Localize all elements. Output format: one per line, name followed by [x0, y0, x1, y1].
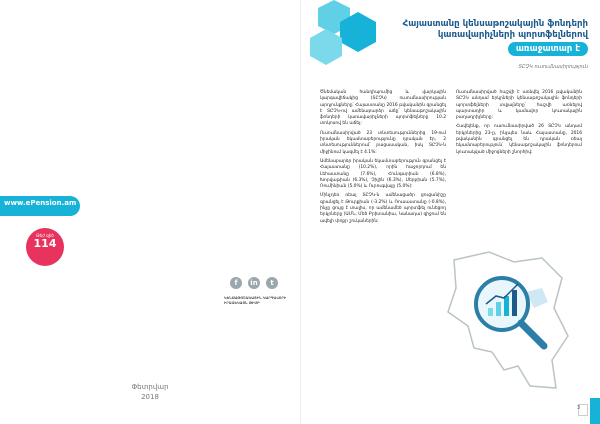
growth-bar [512, 290, 517, 316]
title-line-1: Հայաստանը կենսաթոշակային ֆոնդերի [402, 19, 588, 29]
text-column-1 [320, 90, 446, 228]
website-banner[interactable] [0, 196, 80, 216]
paragraph: Մինչդեռ ռեալ ՏԸՉԿ-ն ամենացածր ցուցանիշը գրանցել է Թուրքիան (-3.2%) և Ռուսաստանը (-0.8%), ինչը ցույց է տալիս, որ ամենամեծ պորտֆել ունեցող երկրները (ԱՄՆ, Մեծ Բրիտանիա, Կանադա) զիջում են ավելի փոքր շուկաներին: [320, 193, 446, 224]
date-year: 2018 [141, 393, 159, 401]
linkedin-icon[interactable]: in [248, 277, 260, 289]
website-link[interactable]: www.ePension.am [4, 199, 77, 207]
twitter-icon[interactable]: t [266, 277, 278, 289]
paragraph: Հավելենք, որ ուսումնասիրված 26 ՏԸՉԿ անդամ երկրներից 23-ը, ինչպես նաև Հայաստանը, 2016 թվականին գրանցել են դրական ռեալ եկամտաբերություն՝ կենսաթոշակային ֆոնդերում կուտակված միջոցների շնորհիվ: [456, 124, 582, 155]
hotline-number: 114 [33, 237, 57, 250]
growth-bar [496, 302, 501, 316]
growth-bar [504, 296, 509, 316]
hexagon-shape [310, 29, 342, 65]
paragraph: Ուսումնասիրված 23 տնտեսություններից 19-ում իրական եկամտաբերությունը դրական էր, 2 տնտեսություններում՝ բացասական, իսկ ՏԸՉԿ-ն միջինում կազմել է 4.1%: [320, 130, 446, 155]
page-tab-accent [590, 398, 600, 424]
organization-caption: ԿԵՆՍԱԹՈՇԱԿԱՅԻՆ ԿԱՐԳԱՎՈՐԻ ԻՐԱԶԵԿԱՅՆ ԹԻՄԲ [224, 296, 287, 305]
title-line-2: կառավարիչների պորտֆելներով [437, 30, 588, 40]
date-month: Փետրվար [131, 383, 169, 391]
page-subtitle: ՏԸՉԿ ուսումնասիրություն [518, 64, 588, 70]
hotline-badge [26, 228, 64, 266]
social-links [230, 277, 278, 289]
hotline-label: Թեժ գիծ [36, 233, 54, 238]
paragraph: Ուսումնասիրված հաշվի է առնվել 2016 թվականին ՏԸՉԿ անդամ երկրների կենսաթոշակային ֆոնդերի պորտֆելների տվյալները՝ հաշվի առնելով պարտադիր և կամավոր կուտակային բաղադրիչները: [456, 90, 582, 121]
publication-date [120, 382, 180, 402]
text-column-2 [456, 90, 582, 159]
title-highlight: առաջատար է [508, 42, 588, 56]
magnifier-handle [521, 323, 544, 346]
paragraph: Ամենաբարձր իրական եկամտաբերություն գրանցել է Հայաստանը (10.2%), որին հաջորդում են Լեհաստանը (7.6%), Հունգարիան (6.8%), Խորվաթիան (6.3%), Չիլին (6.3%), Սերբիան (5.7%), Ռումինիան (5.0%) և Ուրուգվայը (5.0%): [320, 158, 446, 190]
hexagon-decoration [300, 0, 380, 80]
paragraph: Ծնեմական հանդիպումից և վարկային կարգավիճակից (ՏԸՉԿ) ուսումնասիրության արդյունքները՝ Հայաստանը 2016 թվականին գրանցել է ՏԸՉԿ-ով ամենաբարձր աճը՝ կենսաթոշակային ֆոնդերի կառավարիչների պորտֆելները 10.2 տոկոսով են աճել: [320, 90, 446, 127]
armenia-map-illustration [434, 248, 584, 398]
page-title [382, 19, 588, 41]
growth-bar [488, 308, 493, 316]
page-number: 3 [577, 405, 581, 411]
facebook-icon[interactable]: f [230, 277, 242, 289]
